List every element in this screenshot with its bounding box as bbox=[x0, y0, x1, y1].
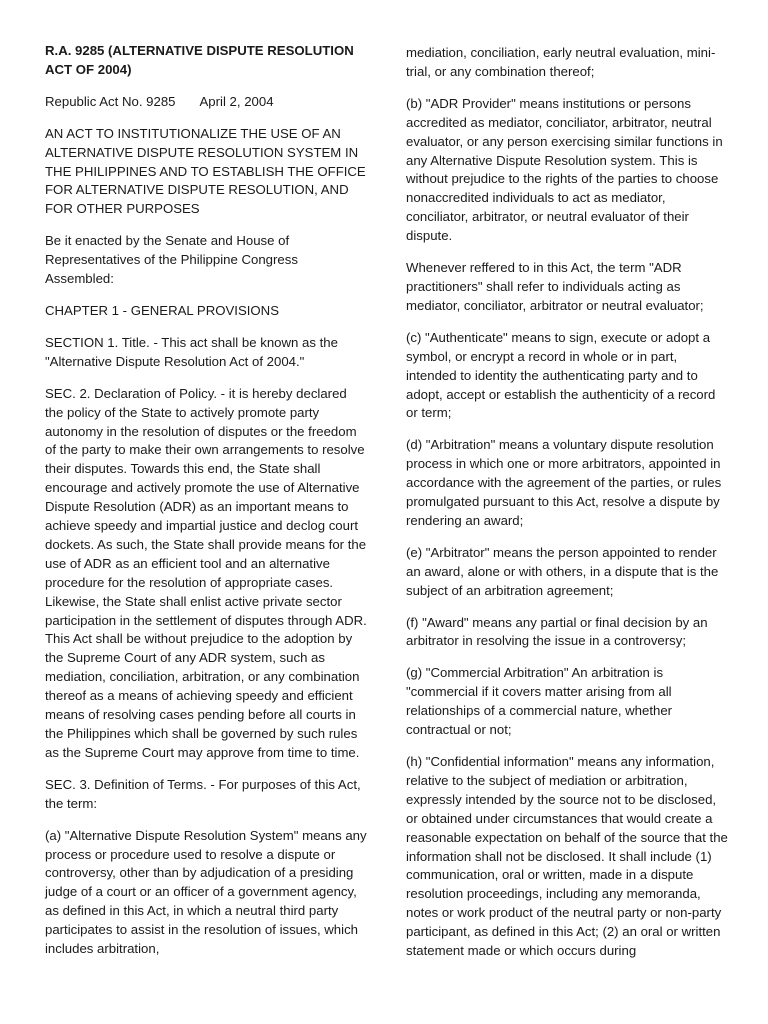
definition-d-paragraph: (d) "Arbitration" means a voluntary dispute resolution process in which one or more arbitrators, appointed in accordance with the agreement of the parties, or rules promulgated pursuant to this Act, resolve a dispute by rendering an award; bbox=[406, 437, 722, 528]
chapter-heading: CHAPTER 1 - GENERAL PROVISIONS bbox=[45, 302, 280, 318]
section-1-paragraph: SECTION 1. Title. - This act shall be known as the "Alternative Dispute Resolution Act of 2004." bbox=[45, 334, 338, 369]
left-column bbox=[45, 42, 367, 972]
definition-a-continued: mediation, conciliation, early neutral evaluation, mini-trial, or any combination thereof; bbox=[406, 45, 716, 79]
definition-g-paragraph: (g) "Commercial Arbitration" An arbitration is "commercial if it covers matter arising from all relationships of a commercial nature, whether contractual or not; bbox=[406, 665, 673, 738]
definition-a-paragraph: (a) "Alternative Dispute Resolution System" means any process or procedure used to resolve a dispute or controversy, other than by adjudication of a presiding judge of a court or an officer of a government agency, as defined in this Act, in which a neutral third party participates to assist in the resolution of issues, which includes arbitration, bbox=[45, 827, 367, 957]
definition-f-paragraph: (f) "Award" means any partial or final decision by an arbitrator in resolving the issue in a controversy; bbox=[406, 614, 708, 649]
right-column bbox=[406, 44, 728, 974]
adr-practitioners-paragraph: Whenever reffered to in this Act, the term "ADR practitioners" shall refer to individuals acting as mediator, conciliator, arbitrator or neutral evaluator; bbox=[406, 260, 704, 313]
definition-c-paragraph: (c) "Authenticate" means to sign, execute or adopt a symbol, or encrypt a record in whole or in part, intended to identity the authenticating party and to adopt, accept or establish the authenticity of a record or term; bbox=[406, 329, 716, 421]
section-2-paragraph: SEC. 2. Declaration of Policy. - it is hereby declared the policy of the State to actively promote party autonomy in the resolution of disputes or the freedom of the party to make their own arrangements to resolve their disputes. Towards this end, the State shall encourage and actively promote the use of Alternative Dispute Resolution (ADR) as an important means to achieve speedy and impartial justice and declog court dockets. As such, the State shall provide means for the use of ADR as an efficient tool and an alternative procedure for the resolution of appropriate cases. Likewise, the State shall enlist active private sector participation in the settlement of disputes through ADR. This Act shall be without prejudice to the adoption by the Supreme Court of any ADR system, such as mediation, conciliation, arbitration, or any combination thereof as a means of achieving speedy and efficient means of resolving cases pending before all courts in the Philippines which shall be governed by such rules as the Supreme Court may approve from time to time. bbox=[45, 385, 367, 760]
section-3-paragraph: SEC. 3. Definition of Terms. - For purposes of this Act, the term: bbox=[45, 776, 361, 811]
definition-h-paragraph: (h) "Confidential information" means any information, relative to the subject of mediation or arbitration, expressly intended by the source not to be disclosed, or obtained under circumstances that would create a reasonable expectation on behalf of the source that the information shall not be disclosed. It shall include (1) communication, oral or written, made in a dispute resolution proceedings, including any memoranda, notes or work product of the neutral party or non-party participant, as defined in this Act; (2) an oral or written statement made or which occurs during bbox=[406, 754, 728, 959]
act-meta bbox=[45, 93, 367, 112]
definition-e-paragraph: (e) "Arbitrator" means the person appointed to render an award, alone or with others, in a dispute that is the subject of an arbitration agreement; bbox=[406, 544, 719, 598]
definition-b-paragraph: (b) "ADR Provider" means institutions or persons accredited as mediator, conciliator, arbitrator, neutral evaluator, or any person exercising similar functions in any Alternative Dispute Resolution system. This is without prejudice to the rights of the parties to choose nonaccredited individuals to act as mediator, conciliator, arbitrator, or neutral evaluator of their dispute. bbox=[406, 95, 723, 244]
act-long-title: AN ACT TO INSTITUTIONALIZE THE USE OF AN ALTERNATIVE DISPUTE RESOLUTION SYSTEM IN THE PHILIPPINES AND TO ESTABLISH THE OFFICE FOR ALTERNATIVE DISPUTE RESOLUTION, AND FOR OTHER PURPOSES bbox=[45, 125, 366, 217]
act-number: Republic Act No. 9285 bbox=[45, 93, 176, 109]
act-date: April 2, 2004 bbox=[199, 93, 274, 109]
enacting-clause: Be it enacted by the Senate and House of Representatives of the Philippine Congress Assembled: bbox=[45, 233, 298, 287]
document-title: R.A. 9285 (ALTERNATIVE DISPUTE RESOLUTION ACT OF 2004) bbox=[45, 43, 354, 77]
